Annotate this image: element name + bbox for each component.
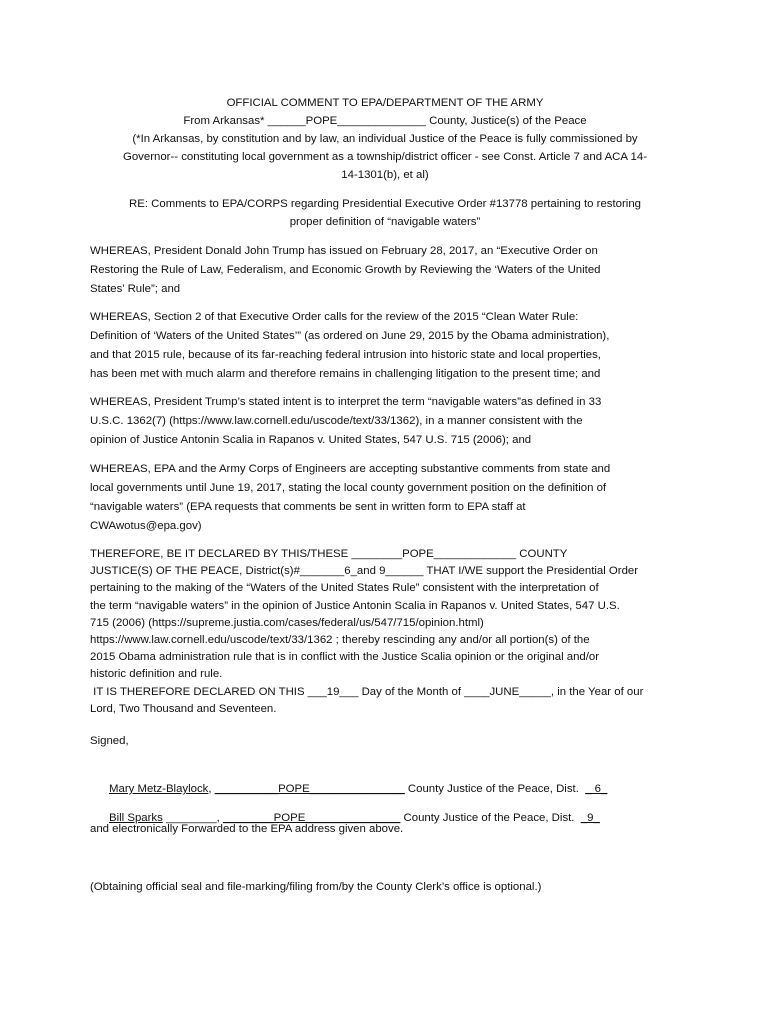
signature-separator: , [208,783,215,795]
paragraph-line: THEREFORE, BE IT DECLARED BY THIS/THESE ________POPE_____________ COUNTY [90,548,568,560]
whereas-paragraph-1 [90,242,684,299]
header-note-line: Governor-- constituting local government as a township/district officer - see Const. Article 7 and ACA 14- [122,151,647,163]
signature-separator: ________, [162,812,223,824]
county-field: ________POPE_______________ [223,812,401,824]
paragraph-line: has been met with much alarm and therefore remains in challenging litigation to the present time; and [90,368,601,380]
paragraph-line: WHEREAS, Section 2 of that Executive Order calls for the review of the 2015 “Clean Water Rule: [90,311,579,323]
county-field: __________POPE_______________ [214,783,405,795]
signature-title: County Justice of the Peace, Dist. [404,783,586,795]
signed-label: Signed, [90,735,129,747]
document-header [80,94,690,184]
district-field: _9_ [580,812,600,824]
paragraph-line: WHEREAS, EPA and the Army Corps of Engineers are accepting substantive comments from state and [90,463,611,475]
paragraph-line: Lord, Two Thousand and Seventeen. [90,702,277,715]
paragraph-line: Definition of ‘Waters of the United States’” (as ordered on June 29, 2015 by the Obama administration), [90,330,610,342]
optional-note: (Obtaining official seal and file-marking/filing from/by the County Clerk’s office is optional.) [90,881,542,893]
paragraph-line: U.S.C. 1362(7) (https://www.law.cornell.edu/uscode/text/33/1362), in a manner consistent with the [90,415,583,427]
paragraph-line: 2015 Obama administration rule that is in conflict with the Justice Scalia opinion or the original and/or [90,651,600,664]
paragraph-line: “navigable waters” (EPA requests that comments be sent in written form to EPA staff at [90,501,526,513]
paragraph-line: the term “navigable waters” in the opinion of Justice Antonin Scalia in Rapanos v. United States, 547 U.S. [90,599,620,612]
whereas-paragraph-3 [90,393,684,450]
paragraph-line: JUSTICE(S) OF THE PEACE, District(s)#_______6_and 9______ THAT I/WE support the Presidential Order [90,565,639,578]
paragraph-line: local governments until June 19, 2017, stating the local county government position on the definition of [90,482,607,494]
signature-title: County Justice of the Peace, Dist. [400,812,581,824]
forwarded-line: and electronically Forwarded to the EPA address given above. [90,823,404,835]
paragraph-line: https://www.law.cornell.edu/uscode/text/33/1362 ; thereby rescinding any and/or all portion(s) of the [90,634,590,647]
paragraph-line: States’ Rule”; and [90,283,181,295]
re-line: proper definition of “navigable waters” [289,216,481,228]
paragraph-line: 715 (2006) (https://supreme.justia.com/cases/federal/us/547/715/opinion.html) [90,616,484,629]
paragraph-line: historic definition and rule. [90,668,223,681]
paragraph-line: and that 2015 rule, because of its far-reaching federal intrusion into historic state and local properties, [90,349,601,361]
from-line: From Arkansas* ______POPE______________ County, Justice(s) of the Peace [183,115,587,127]
paragraph-line: opinion of Justice Antonin Scalia in Rapanos v. United States, 547 U.S. 715 (2006); and [90,434,532,446]
header-note-line: (*In Arkansas, by constitution and by law, an individual Justice of the Peace is fully commissioned by [132,133,638,145]
paragraph-line: IT IS THEREFORE DECLARED ON THIS ___19___ Day of the Month of ____JUNE_____, in the Year of our [90,685,644,698]
whereas-paragraph-2 [90,308,684,384]
re-block [80,195,690,231]
district-field: _ 6_ [585,783,608,795]
signer-name: Mary Metz-Blaylock [109,783,209,795]
paragraph-line: pertaining to the making of the “Waters of the United States Rule” consistent with the interpretation of [90,582,599,595]
header-note-line: 14-1301(b), et al) [341,169,429,181]
re-line: RE: Comments to EPA/CORPS regarding Presidential Executive Order #13778 pertaining to restoring [129,198,641,210]
paragraph-line: WHEREAS, President Trump’s stated intent is to interpret the term “navigable waters”as defined in 33 [90,396,602,408]
paragraph-line: CWAwotus@epa.gov) [90,520,202,532]
whereas-paragraph-4 [90,460,684,536]
paragraph-line: WHEREAS, President Donald John Trump has issued on February 28, 2017, an “Executive Order on [90,245,598,257]
therefore-paragraph [90,546,684,718]
paragraph-line: Restoring the Rule of Law, Federalism, and Economic Growth by Reviewing the ‘Waters of the United [90,264,601,276]
document-title: OFFICIAL COMMENT TO EPA/DEPARTMENT OF THE ARMY [226,97,544,109]
signer-name: Bill Sparks [109,812,163,824]
